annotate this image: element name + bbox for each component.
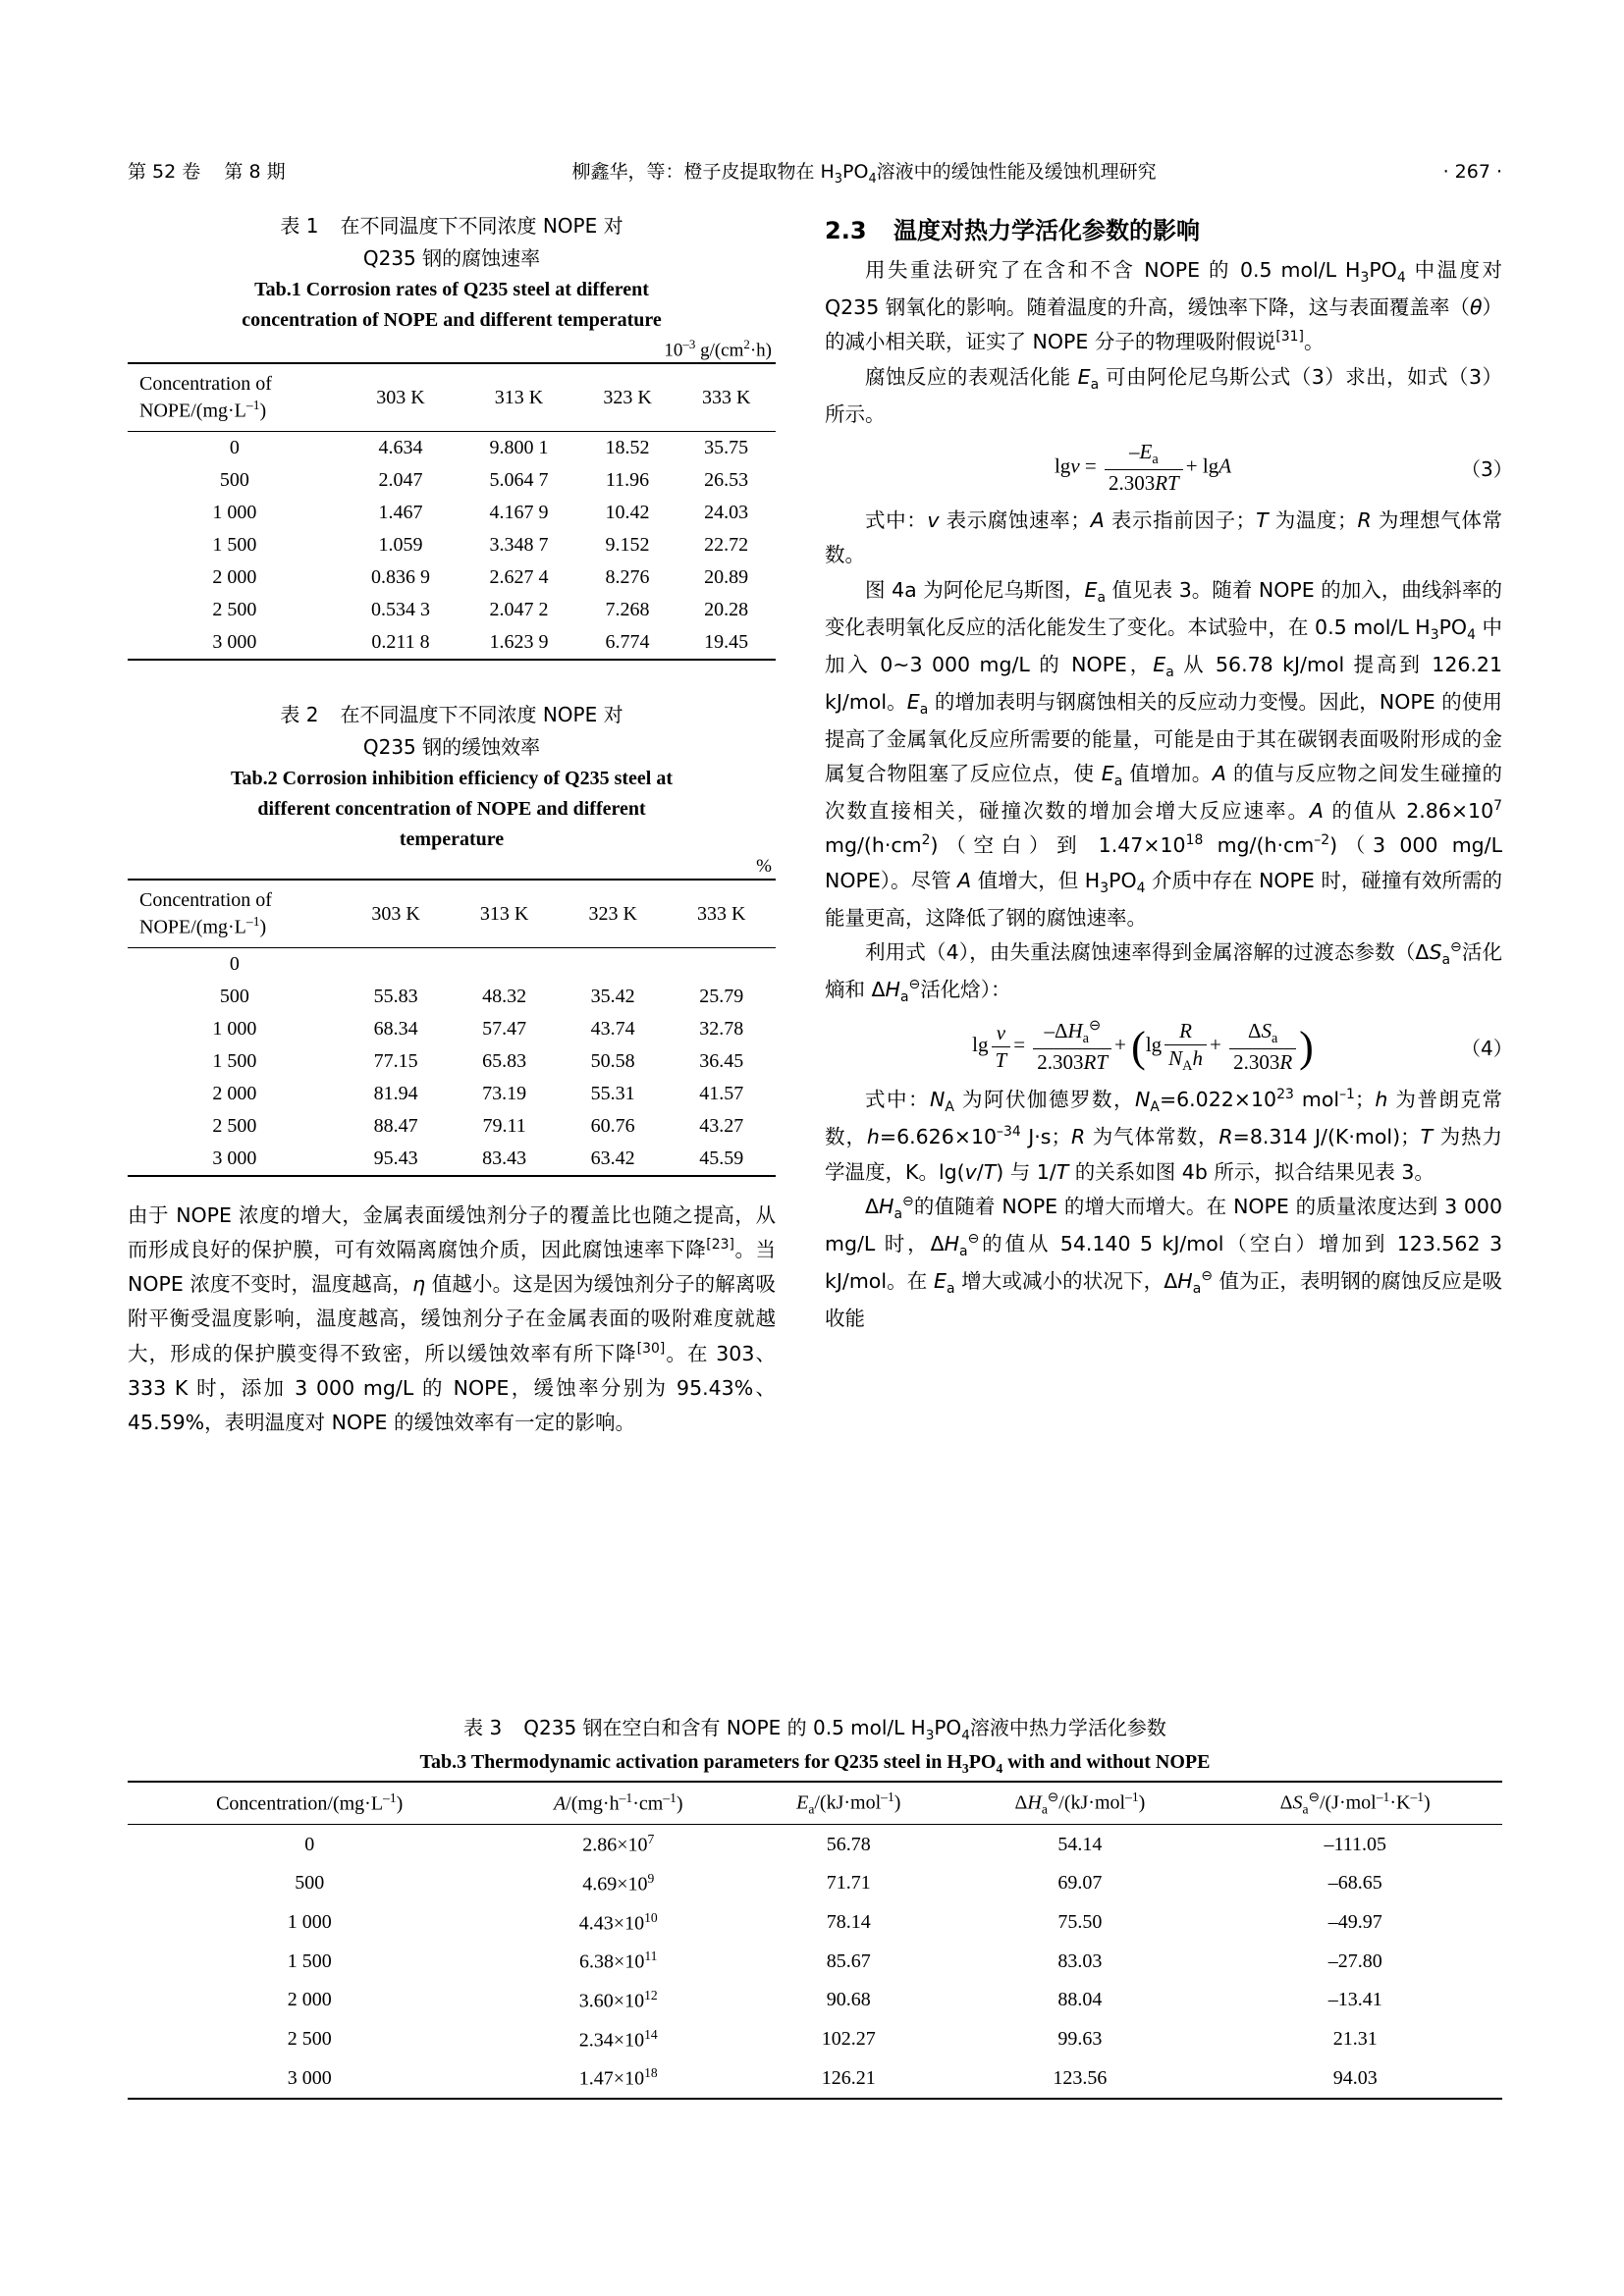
cell: –111.05 bbox=[1324, 1833, 1386, 1855]
paragraph-2: 腐蚀反应的表观活化能 $E_a$ 可由阿伦尼乌斯公式（3）求出，如式（3）所示。 bbox=[825, 364, 1502, 426]
cell: 3 000 bbox=[128, 1143, 342, 1176]
table2-header-row bbox=[128, 880, 776, 947]
left-column bbox=[128, 211, 776, 1440]
running-head-volume: 第 52 卷 第 8 期 bbox=[128, 161, 286, 183]
cell: 83.03 bbox=[1057, 1949, 1103, 1972]
table2-header-323k: 323 K bbox=[559, 880, 668, 947]
table2-caption-cn-text: 在不同温度下不同浓度 NOPE 对 bbox=[340, 702, 623, 726]
cell: 77.15 bbox=[373, 1049, 418, 1072]
cell: $2.86\times 10^7$ bbox=[582, 1832, 655, 1857]
cell: $4.43\times 10^{10}$ bbox=[578, 1909, 658, 1935]
cell bbox=[450, 947, 559, 981]
cell: 0.836 9 bbox=[371, 565, 431, 588]
cell: 10.42 bbox=[605, 501, 650, 523]
cell: 85.67 bbox=[826, 1949, 871, 1972]
cell: 102.27 bbox=[821, 2028, 876, 2051]
table2-caption-en-line1: Tab.2 Corrosion inhibition efficiency of Q235 steel at bbox=[231, 767, 673, 789]
table1-header-concentration: Concentration of NOPE/$(mg\cdot L^{-1})$ bbox=[128, 363, 342, 431]
cell: 69.07 bbox=[1057, 1872, 1103, 1895]
cell: 1 500 bbox=[212, 533, 257, 556]
cell: 50.58 bbox=[590, 1049, 635, 1072]
cell: 21.31 bbox=[1332, 2028, 1378, 2051]
table-row bbox=[128, 1864, 1502, 1903]
cell: 0 bbox=[229, 952, 240, 975]
cell: 1 500 bbox=[212, 1049, 257, 1072]
table3-header-concentration: Concentration/$(mg\cdot L^{-1})$ bbox=[128, 1782, 491, 1825]
cell bbox=[342, 947, 451, 981]
table-row bbox=[128, 1942, 1502, 1981]
table3-label: 表 3 bbox=[463, 1716, 503, 1739]
cell: 2.047 2 bbox=[489, 598, 549, 620]
cell: 1.467 bbox=[378, 501, 423, 523]
table-row bbox=[128, 594, 776, 626]
cell: –49.97 bbox=[1327, 1911, 1382, 1934]
table1-header-323k: 323 K bbox=[578, 363, 677, 431]
table2-header-concentration: Concentration of NOPE/$(mg\cdot L^{-1})$ bbox=[128, 880, 342, 947]
cell: 1 000 bbox=[212, 501, 257, 523]
cell: 45.59 bbox=[667, 1143, 776, 1176]
table3-header-a: $A/(mg\cdot h^{-1}\cdot cm^{-1})$ bbox=[491, 1782, 745, 1825]
cell: 90.68 bbox=[826, 1989, 871, 2011]
table1-caption-cn-line2: Q235 钢的腐蚀速率 bbox=[362, 246, 541, 270]
equation-4 bbox=[825, 1018, 1513, 1075]
cell: 1 000 bbox=[212, 1017, 257, 1040]
table-row bbox=[128, 626, 776, 660]
table2-caption-cn-line2: Q235 钢的缓蚀效率 bbox=[362, 734, 541, 759]
cell: $2.34\times 10^{14}$ bbox=[578, 2026, 658, 2052]
cell: 20.28 bbox=[704, 598, 749, 620]
table2-unit: % bbox=[756, 855, 772, 877]
cell: 500 bbox=[219, 985, 249, 1007]
cell: $6.38\times 10^{11}$ bbox=[579, 1949, 658, 1974]
cell: 55.31 bbox=[590, 1082, 635, 1104]
cell: 36.45 bbox=[699, 1049, 744, 1072]
table-row bbox=[128, 1825, 1502, 1864]
cell: 35.42 bbox=[590, 985, 635, 1007]
cell: 79.11 bbox=[482, 1114, 526, 1137]
equation-3-body: lgv = $\frac{-E_a}{2.303RT}$ + lgA bbox=[1054, 439, 1232, 496]
cell: 5.064 7 bbox=[489, 468, 549, 491]
cell: 1 000 bbox=[287, 1911, 332, 1934]
paragraph-4: 图 4a 为阿伦尼乌斯图，$E_a$ 值见表 3。随着 NOPE 的加入，曲线斜率的变化表明氧化反应的活化能发生了变化。本试验中，在 0.5 mol/L $H_3PO_4$ 中加入 0~3 000 mg/L 的 NOPE，$E_a$ 从 56.78 kJ/mol 提高到 126.21 kJ/mol。$E_a$ 的增加表明与钢腐蚀相关的反应动力变慢。因此，NOPE 的使用提高了金属氧化反应所需要的能量，可能是由于其在碳钢表面吸附形成的金属复合物阻塞了反应位点，使 $E_a$ 值增加。A 的值与反应物之间发生碰撞的次数直接相关，碰撞次数的增加会增大反应速率。A 的值从 $2.86\times 10^7$ $mg/(h\cdot cm^2)$（空白）到 $1.47\times 10^{18}$ $mg/(h\cdot cm^{-2})(3$ 000 mg/L NOPE）。尽管 A 值增大，但 $H_3PO_4$ 介质中存在 NOPE 时，碰撞有效所需的能量更高，这降低了钢的腐蚀速率。 bbox=[825, 577, 1503, 930]
cell: 0.211 8 bbox=[342, 626, 460, 660]
cell: 500 bbox=[295, 1872, 325, 1895]
cell: 99.63 bbox=[1057, 2028, 1103, 2051]
right-column bbox=[825, 211, 1513, 1336]
table2-caption-cn-line1 bbox=[128, 700, 776, 730]
cell: 88.04 bbox=[1057, 1989, 1103, 2011]
cell: 81.94 bbox=[373, 1082, 418, 1104]
table-row bbox=[128, 529, 776, 561]
cell: 126.21 bbox=[745, 2058, 951, 2099]
paragraph-6: 式中：$N_A$ 为阿伏伽德罗数，$N_A=6.022\times 10^{23}$ mol$^{-1}$；h 为普朗克常数，$h=6.626\times 10^{-34}$ J·s；R 为气体常数，R=8.314 J/(K·mol)；T 为热力学温度，K。lg(v/T) 与 1/T 的关系如图 4b 所示，拟合结果见表 3。 bbox=[825, 1087, 1503, 1184]
table3-block bbox=[128, 1713, 1502, 2100]
cell: 24.03 bbox=[704, 501, 749, 523]
table1-header-row bbox=[128, 363, 776, 431]
running-head-title: 柳鑫华，等：橙子皮提取物在 $H_3PO_4$溶液中的缓蚀性能及缓蚀机理研究 bbox=[571, 161, 1157, 187]
running-head bbox=[128, 157, 1502, 187]
cell: 2.047 bbox=[378, 468, 423, 491]
table1-caption-cn-text: 在不同温度下不同浓度 NOPE 对 bbox=[340, 214, 623, 238]
cell: 25.79 bbox=[699, 985, 744, 1007]
cell: 1.059 bbox=[378, 533, 423, 556]
cell bbox=[667, 947, 776, 981]
paragraph-7: $\Delta H_a^⊖$的值随着 NOPE 的增大而增大。在 NOPE 的质量浓度达到 3 000 mg/L 时，$\Delta H_a^⊖$的值从 54.140 5 kJ/mol（空白）增加到 123.562 3 kJ/mol。在 $E_a$ 增大或减小的状况下，$\Delta H_a^⊖$ 值为正，表明钢的腐蚀反应是吸收能 bbox=[825, 1193, 1502, 1330]
cell: 9.152 bbox=[605, 533, 650, 556]
cell: 43.74 bbox=[590, 1017, 635, 1040]
cell: 123.56 bbox=[951, 2058, 1208, 2099]
table3-header-row bbox=[128, 1782, 1502, 1825]
cell: 3 000 bbox=[128, 2058, 491, 2099]
table-row bbox=[128, 2020, 1502, 2059]
cell: 22.72 bbox=[704, 533, 749, 556]
cell: 2 000 bbox=[212, 1082, 257, 1104]
table2-header-303k: 303 K bbox=[342, 880, 451, 947]
cell: 11.96 bbox=[605, 468, 650, 491]
cell: 35.75 bbox=[704, 436, 749, 458]
cell: 94.03 bbox=[1208, 2058, 1502, 2099]
cell: 1 500 bbox=[287, 1949, 332, 1972]
section-number: 2.3 bbox=[825, 217, 867, 244]
table3-caption-cn: 表 3 Q235 钢在空白和含有 NOPE 的 0.5 mol/L $H_3PO_4$溶液中热力学活化参数 bbox=[463, 1716, 1166, 1743]
cell: 2 500 bbox=[212, 1114, 257, 1137]
paragraph-1: 用失重法研究了在含和不含 NOPE 的 0.5 mol/L $H_3PO_4$ 中温度对 Q235 钢氧化的影响。随着温度的升高，缓蚀率下降，这与表面覆盖率（θ）的减小相关联，证实了 NOPE 分子的物理吸附假说[31]。 bbox=[825, 258, 1503, 354]
cell: 20.89 bbox=[704, 565, 749, 588]
cell: 2 500 bbox=[212, 598, 257, 620]
cell: –13.41 bbox=[1327, 1989, 1382, 2011]
table1-caption-cn-line1 bbox=[128, 211, 776, 241]
table-row bbox=[128, 1078, 776, 1110]
table3-header-ea: $E_a/(kJ\cdot mol^{-1})$ bbox=[745, 1782, 951, 1825]
table2-caption-en-line3: temperature bbox=[399, 828, 505, 850]
cell: 65.83 bbox=[482, 1049, 527, 1072]
table2-header-333k: 333 K bbox=[667, 880, 776, 947]
cell: 73.19 bbox=[482, 1082, 527, 1104]
paragraph-3: 式中：v 表示腐蚀速率；A 表示指前因子；T 为温度；R 为理想气体常数。 bbox=[825, 508, 1502, 567]
left-column-paragraph: 由于 NOPE 浓度的增大，金属表面缓蚀剂分子的覆盖比也随之提高，从而形成良好的保护膜，可有效隔离腐蚀介质，因此腐蚀速率下降[23]。当 NOPE 浓度不变时，温度越高，η 值越小。这是因为缓蚀剂分子的解离吸附平衡受温度影响，温度越高，缓蚀剂分子在金属表面的吸附难度就越大，形成的保护膜变得不致密，所以缓蚀效率有所下降[30]。在 303、333 K 时，添加 3 000 mg/L 的 NOPE，缓蚀率分别为 95.43%、45.59%，表明温度对 NOPE 的缓蚀效率有一定的影响。 bbox=[128, 1202, 777, 1435]
cell: 4.634 bbox=[378, 436, 423, 458]
table-row bbox=[128, 1013, 776, 1045]
table2-header-313k: 313 K bbox=[450, 880, 559, 947]
cell: 83.43 bbox=[450, 1143, 559, 1176]
table-row bbox=[128, 561, 776, 594]
cell: 68.34 bbox=[373, 1017, 418, 1040]
table-row bbox=[128, 1903, 1502, 1943]
cell: –68.65 bbox=[1327, 1872, 1382, 1895]
cell: 63.42 bbox=[559, 1143, 668, 1176]
table-row bbox=[128, 1110, 776, 1143]
cell: 0 bbox=[304, 1833, 315, 1855]
cell: 88.47 bbox=[373, 1114, 418, 1137]
cell: 19.45 bbox=[677, 626, 776, 660]
section-heading bbox=[825, 211, 1502, 245]
cell: 55.83 bbox=[373, 985, 418, 1007]
table-row bbox=[128, 464, 776, 497]
equation-4-number: （4） bbox=[1461, 1036, 1513, 1060]
table-row bbox=[128, 497, 776, 529]
cell: 2 000 bbox=[287, 1989, 332, 2011]
table1-header-333k: 333 K bbox=[677, 363, 776, 431]
page-number: · 267 · bbox=[1442, 161, 1502, 183]
cell: 4.167 9 bbox=[489, 501, 549, 523]
cell: 95.43 bbox=[342, 1143, 451, 1176]
cell: –27.80 bbox=[1327, 1949, 1382, 1972]
table1-caption-en-line1: Tab.1 Corrosion rates of Q235 steel at different bbox=[254, 279, 649, 300]
cell: 0 bbox=[229, 436, 240, 458]
equation-4-body: lg $\frac{v}{T}$ = $\frac{-\Delta H_a^⊖}{2.303RT}$ + (lg $\frac{R}{N_Ah}$ + $\frac{\Delta S_a}{2.303R}$ ) bbox=[972, 1018, 1314, 1075]
cell: 71.71 bbox=[826, 1872, 871, 1895]
cell: 3.348 7 bbox=[489, 533, 549, 556]
cell: 2.627 4 bbox=[489, 565, 549, 588]
table1-label: 表 1 bbox=[280, 214, 319, 238]
cell: 500 bbox=[219, 468, 249, 491]
table2-label: 表 2 bbox=[280, 702, 319, 726]
table-row bbox=[128, 1143, 776, 1176]
paragraph-5: 利用式（4），由失重法腐蚀速率得到金属溶解的过渡态参数（$\Delta S_a^⊖$活化熵和 $\Delta H_a^⊖$活化焓）： bbox=[825, 939, 1502, 1006]
table1 bbox=[128, 362, 776, 661]
cell: 3 000 bbox=[128, 626, 342, 660]
cell: 6.774 bbox=[578, 626, 677, 660]
cell: 18.52 bbox=[605, 436, 650, 458]
cell: 0.534 3 bbox=[371, 598, 431, 620]
cell: 60.76 bbox=[590, 1114, 635, 1137]
cell: 54.14 bbox=[1057, 1833, 1103, 1855]
table1-unit: $10^{-3}$ $g/(cm^2\cdot h)$ bbox=[664, 337, 772, 361]
table-row bbox=[128, 1045, 776, 1078]
cell bbox=[559, 947, 668, 981]
table-row bbox=[128, 1981, 1502, 2020]
table3-header-ds: $\Delta S_a^⊖/(J\cdot mol^{-1}\cdot K^{-1})$ bbox=[1208, 1782, 1502, 1825]
table-row bbox=[128, 981, 776, 1013]
cell: 7.268 bbox=[605, 598, 650, 620]
table2 bbox=[128, 879, 776, 1177]
cell: 2 000 bbox=[212, 565, 257, 588]
table2-caption-en-line2: different concentration of NOPE and different bbox=[257, 797, 646, 820]
cell: 1.623 9 bbox=[460, 626, 577, 660]
section-title: 温度对热力学活化参数的影响 bbox=[893, 217, 1200, 244]
cell: 26.53 bbox=[704, 468, 749, 491]
cell: 8.276 bbox=[605, 565, 650, 588]
table-row bbox=[128, 2058, 1502, 2099]
cell: 75.50 bbox=[1057, 1911, 1103, 1934]
equation-3 bbox=[825, 439, 1513, 496]
table1-caption-en-line2: concentration of NOPE and different temperature bbox=[242, 309, 662, 331]
table1-header-313k: 313 K bbox=[460, 363, 577, 431]
table3 bbox=[128, 1781, 1502, 2100]
table-row bbox=[128, 947, 776, 981]
cell: $1.47\times 10^{18}$ bbox=[491, 2058, 745, 2099]
cell: $3.60\times 10^{12}$ bbox=[578, 1988, 658, 2012]
table3-caption-en: Tab.3 Thermodynamic activation parameters for Q235 steel in $H_3PO_4$ with and without NOPE bbox=[419, 1751, 1211, 1777]
cell: 32.78 bbox=[699, 1017, 744, 1040]
cell: 43.27 bbox=[699, 1114, 744, 1137]
cell: 2 500 bbox=[287, 2028, 332, 2051]
cell: 56.78 bbox=[826, 1833, 871, 1855]
table1-header-303k: 303 K bbox=[342, 363, 460, 431]
cell: 78.14 bbox=[826, 1911, 871, 1934]
cell: 48.32 bbox=[482, 985, 527, 1007]
cell: $4.69\times 10^9$ bbox=[582, 1871, 655, 1896]
equation-3-number: （3） bbox=[1461, 456, 1513, 481]
table3-header-dh: $\Delta H_a^⊖/(kJ\cdot mol^{-1})$ bbox=[951, 1782, 1208, 1825]
cell: 9.800 1 bbox=[489, 436, 549, 458]
cell: 57.47 bbox=[482, 1017, 527, 1040]
cell: 41.57 bbox=[699, 1082, 744, 1104]
table-row bbox=[128, 431, 776, 464]
